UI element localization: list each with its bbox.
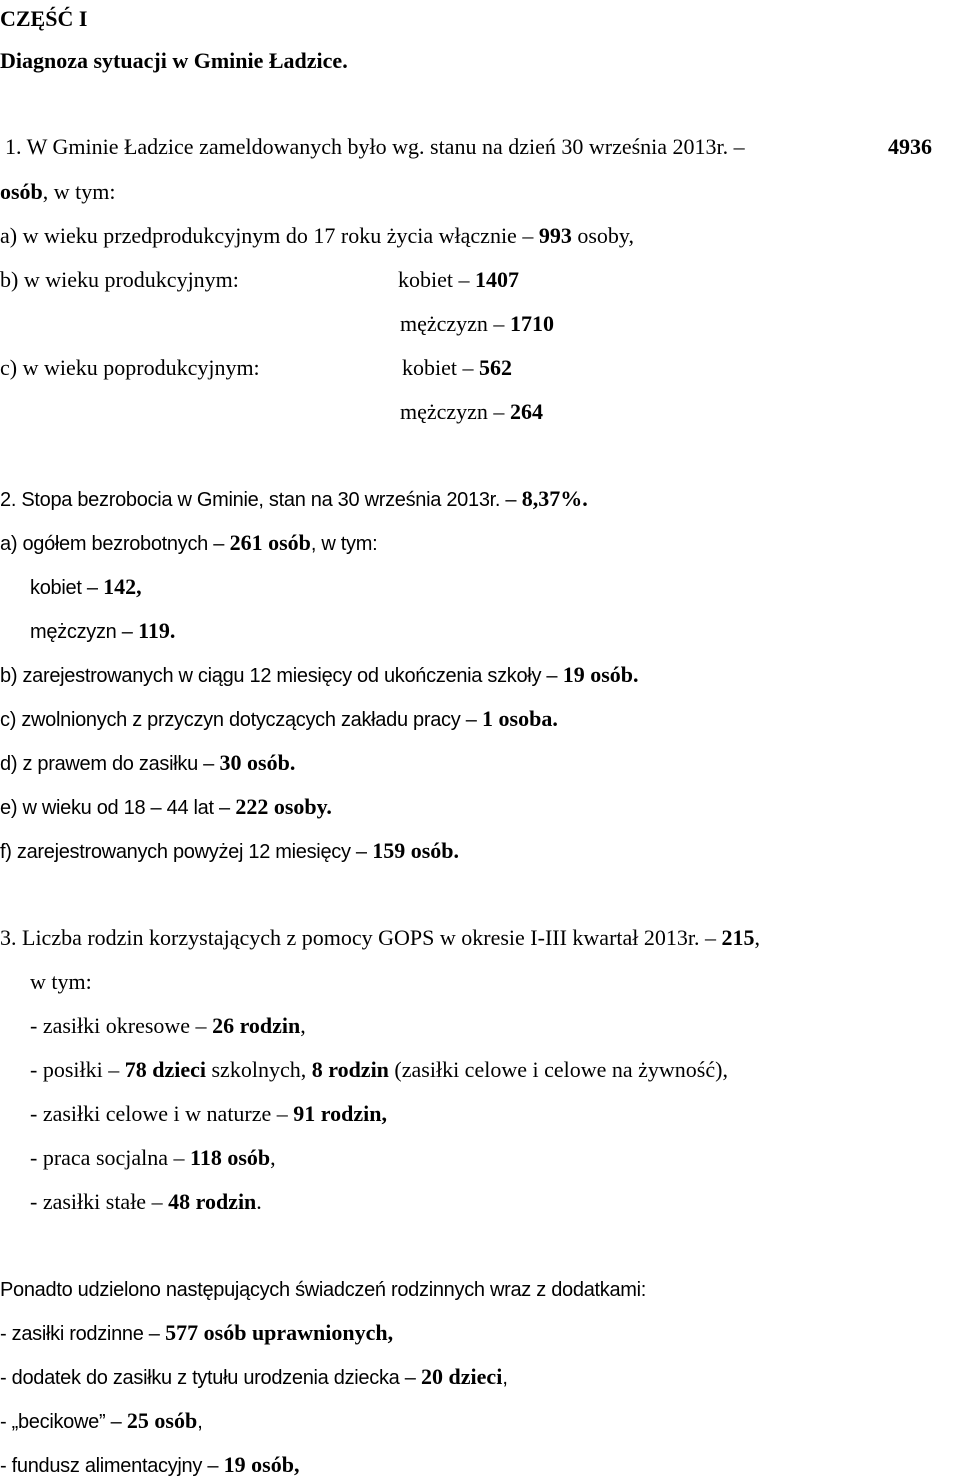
s3-item-5: - zasiłki stałe – 48 rodzin. [30, 1189, 262, 1214]
s4-item-1: - zasiłki rodzinne – 577 osób uprawnionych, [0, 1320, 394, 1345]
s4-item-2: - dodatek do zasiłku z tytułu urodzenia dziecka – 20 dzieci, [0, 1364, 508, 1389]
part-heading: CZĘŚĆ I [0, 6, 88, 31]
s2-item-a-women: kobiet – 142, [30, 574, 142, 599]
s1-item-b-women: kobiet – 1407 [398, 267, 519, 292]
s2-item-c: c) zwolnionych z przyczyn dotyczących zakładu pracy – 1 osoba. [0, 706, 558, 731]
s2-item-d: d) z prawem do zasiłku – 30 osób. [0, 750, 296, 775]
s2-intro: 2. Stopa bezrobocia w Gminie, stan na 30 września 2013r. – 8,37%. [0, 486, 588, 511]
s3-item-4: - praca socjalna – 118 osób, [30, 1145, 276, 1170]
s1-item-b-men: mężczyzn – 1710 [400, 311, 554, 336]
s1-item-a: a) w wieku przedprodukcyjnym do 17 roku życia włącznie – 993 osoby, [0, 223, 634, 248]
s2-item-f: f) zarejestrowanych powyżej 12 miesięcy – 159 osób. [0, 838, 460, 863]
s2-item-e: e) w wieku od 18 – 44 lat – 222 osoby. [0, 794, 332, 819]
s3-intro-cont: w tym: [30, 969, 92, 994]
s3-intro: 3. Liczba rodzin korzystających z pomocy GOPS w okresie I-III kwartał 2013r. – 215, [0, 925, 760, 950]
s4-item-4: - fundusz alimentacyjny – 19 osób, [0, 1452, 300, 1477]
s1-item-c-women: kobiet – 562 [402, 355, 512, 380]
s4-item-3: - „becikowe” – 25 osób, [0, 1408, 203, 1433]
s3-item-2: - posiłki – 78 dzieci szkolnych, 8 rodzin (zasiłki celowe i celowe na żywność), [30, 1057, 728, 1082]
s2-item-b: b) zarejestrowanych w ciągu 12 miesięcy od ukończenia szkoły – 19 osób. [0, 662, 639, 687]
s1-item-c: c) w wieku poprodukcyjnym: [0, 355, 260, 380]
s1-intro-cont: osób, w tym: [0, 179, 116, 204]
s1-item-b: b) w wieku produkcyjnym: [0, 267, 239, 292]
s3-item-3: - zasiłki celowe i w naturze – 91 rodzin, [30, 1101, 387, 1126]
s1-intro: 1. W Gminie Ładzice zameldowanych było wg. stanu na dzień 30 września 2013r. – [5, 134, 745, 159]
document-title: Diagnoza sytuacji w Gminie Ładzice. [0, 48, 348, 73]
s2-item-a: a) ogółem bezrobotnych – 261 osób, w tym: [0, 530, 378, 555]
s3-item-1: - zasiłki okresowe – 26 rodzin, [30, 1013, 306, 1038]
s1-item-c-men: mężczyzn – 264 [400, 399, 543, 424]
s4-intro: Ponadto udzielono następujących świadczeń rodzinnych wraz z dodatkami: [0, 1279, 647, 1301]
s1-total: 4936 [888, 134, 932, 159]
s2-item-a-men: mężczyzn – 119. [30, 618, 176, 643]
